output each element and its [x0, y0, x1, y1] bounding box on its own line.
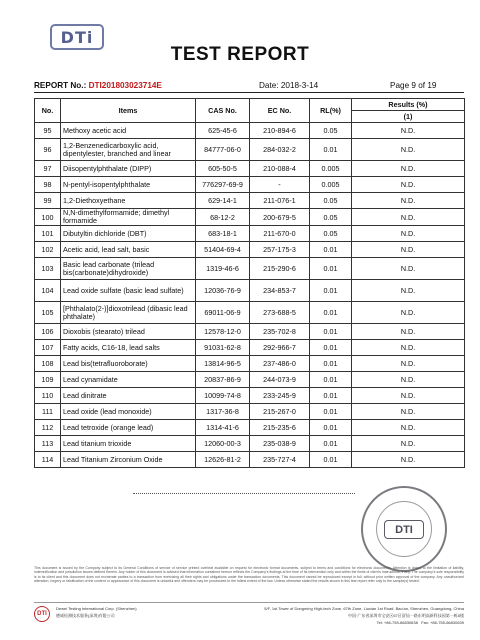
row-cas-number: 776297-69-9 [196, 177, 250, 193]
row-item-name: Basic lead carbonate (trilead bis(carbonate)dihydroxide) [61, 258, 196, 280]
row-ec-number: - [250, 177, 310, 193]
row-number: 101 [35, 226, 61, 242]
column-header-no: No. [35, 99, 61, 123]
column-header-rl: RL(%) [310, 99, 352, 123]
row-number: 110 [35, 388, 61, 404]
table-row [35, 280, 465, 302]
row-item-name: Fatty acids, C16-18, lead salts [61, 340, 196, 356]
row-reporting-limit: 0.01 [310, 340, 352, 356]
row-result: N.D. [352, 404, 465, 420]
row-item-name: Lead oxide sulfate (basic lead sulfate) [61, 280, 196, 302]
row-ec-number: 235-702-8 [250, 324, 310, 340]
row-reporting-limit: 0.05 [310, 226, 352, 242]
row-ec-number: 211-670-0 [250, 226, 310, 242]
row-result: N.D. [352, 209, 465, 226]
row-cas-number: 683-18-1 [196, 226, 250, 242]
row-cas-number: 1319-46-6 [196, 258, 250, 280]
footer-divider [34, 602, 464, 603]
row-ec-number: 215-267-0 [250, 404, 310, 420]
table-row [35, 242, 465, 258]
row-cas-number: 605-50-5 [196, 161, 250, 177]
row-result: N.D. [352, 420, 465, 436]
row-reporting-limit: 0.01 [310, 356, 352, 372]
row-number: 104 [35, 280, 61, 302]
row-item-name: Diisopentylphthalate (DIPP) [61, 161, 196, 177]
row-reporting-limit: 0.01 [310, 436, 352, 452]
row-number: 109 [35, 372, 61, 388]
row-item-name: Lead Titanium Zirconium Oxide [61, 452, 196, 468]
seal-logo: DTI [384, 520, 424, 539]
row-result: N.D. [352, 161, 465, 177]
row-reporting-limit: 0.01 [310, 420, 352, 436]
row-ec-number: 284-032-2 [250, 139, 310, 161]
table-row [35, 302, 465, 324]
row-item-name: Lead cynamidate [61, 372, 196, 388]
row-reporting-limit: 0.01 [310, 242, 352, 258]
row-number: 103 [35, 258, 61, 280]
row-item-name: Lead tetroxide (orange lead) [61, 420, 196, 436]
disclaimer-text: This document is issued by the Company subject to its General Conditions of service of service printed overleaf available on request for electronic format documents, subject to terms and conditions for electronic documents. Attention is drawn to the limitation of liability, indemnification and jurisdiction issues defined therein. Any holder of this document is advised that information contained hereon reflects the Company's findings at the time of its intervention only and within the limits of client's instructions, if any. The company's sole responsibility is to its client and this document does not exonerate parties to a transaction from exercising all their rights and obligations under the transaction documents. This document cannot be reproduced except in full, without prior written approval of the company. Any unauthorized alteration, forgery or falsification of the content or appearance of this document is unlawful and offenders may be prosecuted to the fullest extent of the law. Unless otherwise stated the results shown in this test report refer only to the sample(s) tested. [34, 566, 464, 583]
footer-company [56, 605, 137, 619]
row-number: 114 [35, 452, 61, 468]
row-result: N.D. [352, 258, 465, 280]
row-item-name: Lead dinitrate [61, 388, 196, 404]
row-cas-number: 12578-12-0 [196, 324, 250, 340]
row-item-name: Methoxy acetic acid [61, 123, 196, 139]
row-item-name: [Phthalato(2-)]dioxotrilead (dibasic lead phthalate) [61, 302, 196, 324]
row-result: N.D. [352, 372, 465, 388]
row-cas-number: 68-12-2 [196, 209, 250, 226]
report-number-value: DTI201803023714E [88, 81, 162, 90]
row-cas-number: 84777-06-0 [196, 139, 250, 161]
signature-divider [133, 493, 355, 494]
row-ec-number: 235-727-4 [250, 452, 310, 468]
row-ec-number: 233-245-9 [250, 388, 310, 404]
row-reporting-limit: 0.01 [310, 258, 352, 280]
row-result: N.D. [352, 242, 465, 258]
row-cas-number: 51404-69-4 [196, 242, 250, 258]
row-item-name: 1,2-Diethoxyethane [61, 193, 196, 209]
report-number [34, 81, 162, 90]
row-number: 113 [35, 436, 61, 452]
footer-contact [248, 605, 464, 626]
row-number: 107 [35, 340, 61, 356]
row-cas-number: 69011-06-9 [196, 302, 250, 324]
footer-phone: Tel: +86-755-66830638 [376, 620, 418, 625]
row-reporting-limit: 0.05 [310, 193, 352, 209]
row-reporting-limit: 0.05 [310, 209, 352, 226]
row-reporting-limit: 0.01 [310, 280, 352, 302]
report-number-label: REPORT No.: [34, 81, 89, 90]
row-number: 108 [35, 356, 61, 372]
row-cas-number: 10099-74-8 [196, 388, 250, 404]
row-item-name: Dioxobis (stearato) trilead [61, 324, 196, 340]
row-reporting-limit: 0.01 [310, 302, 352, 324]
report-title: TEST REPORT [170, 44, 310, 65]
row-ec-number: 234-853-7 [250, 280, 310, 302]
row-cas-number: 1317-36-8 [196, 404, 250, 420]
row-reporting-limit: 0.01 [310, 372, 352, 388]
row-result: N.D. [352, 356, 465, 372]
table-row [35, 324, 465, 340]
row-item-name: Dibutyltin dichloride (DBT) [61, 226, 196, 242]
row-number: 100 [35, 209, 61, 226]
table-row [35, 420, 465, 436]
table-row [35, 161, 465, 177]
table-row [35, 388, 465, 404]
row-reporting-limit: 0.05 [310, 123, 352, 139]
row-number: 98 [35, 177, 61, 193]
row-cas-number: 13814-96-5 [196, 356, 250, 372]
row-reporting-limit: 0.005 [310, 161, 352, 177]
row-cas-number: 1314-41-6 [196, 420, 250, 436]
table-row [35, 372, 465, 388]
row-ec-number: 200-679-5 [250, 209, 310, 226]
row-item-name: Acetic acid, lead salt, basic [61, 242, 196, 258]
row-reporting-limit: 0.01 [310, 452, 352, 468]
column-header-results-sub: (1) [352, 111, 465, 123]
row-result: N.D. [352, 177, 465, 193]
row-result: N.D. [352, 388, 465, 404]
footer-logo: DTI [34, 606, 50, 622]
row-result: N.D. [352, 436, 465, 452]
footer-fax: Fax: +86-755-66830639 [421, 620, 464, 625]
row-result: N.D. [352, 340, 465, 356]
row-reporting-limit: 0.01 [310, 404, 352, 420]
row-ec-number: 211-076-1 [250, 193, 310, 209]
table-row [35, 258, 465, 280]
page-indicator: Page 9 of 19 [390, 81, 437, 90]
row-number: 102 [35, 242, 61, 258]
table-row [35, 177, 465, 193]
footer-company-en: Dewei Testing International Corp. (Shenzhen) [56, 606, 137, 611]
row-reporting-limit: 0.01 [310, 139, 352, 161]
row-item-name: N-pentyl-isopentylphthalate [61, 177, 196, 193]
row-item-name: Lead titanium trioxide [61, 436, 196, 452]
row-ec-number: 210-088-4 [250, 161, 310, 177]
row-cas-number: 12036-76-9 [196, 280, 250, 302]
table-row [35, 139, 465, 161]
row-item-name: N,N-dimethylformamide; dimethyl formamide [61, 209, 196, 226]
table-row [35, 452, 465, 468]
table-row [35, 340, 465, 356]
row-result: N.D. [352, 123, 465, 139]
table-row [35, 209, 465, 226]
row-number: 106 [35, 324, 61, 340]
row-cas-number: 20837-86-9 [196, 372, 250, 388]
row-cas-number: 91031-62-8 [196, 340, 250, 356]
row-item-name: 1,2-Benzenedicarboxylic acid, dipentylester, branched and linear [61, 139, 196, 161]
table-row [35, 193, 465, 209]
table-row [35, 356, 465, 372]
row-number: 97 [35, 161, 61, 177]
column-header-items: Items [61, 99, 196, 123]
footer-address-cn: 中国·广东省深圳市宝安区67区留仙一路东明高新科技园第一栋5楼 [347, 613, 464, 618]
footer-company-cn: 德威检测技术服务(深圳)有限公司 [56, 613, 115, 618]
header-divider [34, 92, 464, 93]
row-result: N.D. [352, 452, 465, 468]
company-seal [361, 486, 447, 572]
row-number: 112 [35, 420, 61, 436]
row-ec-number: 215-235-6 [250, 420, 310, 436]
column-header-ec: EC No. [250, 99, 310, 123]
row-result: N.D. [352, 139, 465, 161]
row-ec-number: 257-175-3 [250, 242, 310, 258]
report-date: Date: 2018-3-14 [259, 81, 319, 90]
column-header-cas: CAS No. [196, 99, 250, 123]
footer-phone-fax [248, 619, 464, 626]
table-row [35, 123, 465, 139]
table-row [35, 436, 465, 452]
row-ec-number: 292-966-7 [250, 340, 310, 356]
row-number: 96 [35, 139, 61, 161]
row-reporting-limit: 0.005 [310, 177, 352, 193]
row-result: N.D. [352, 226, 465, 242]
row-number: 95 [35, 123, 61, 139]
row-item-name: Lead bis(tetrafluoroborate) [61, 356, 196, 372]
row-result: N.D. [352, 280, 465, 302]
dti-logo: DTi [50, 24, 104, 50]
row-cas-number: 629-14-1 [196, 193, 250, 209]
row-reporting-limit: 0.01 [310, 388, 352, 404]
row-result: N.D. [352, 324, 465, 340]
row-result: N.D. [352, 302, 465, 324]
row-ec-number: 210-894-6 [250, 123, 310, 139]
row-reporting-limit: 0.01 [310, 324, 352, 340]
footer-address: 5/F, 1st Tower of Dongming High-tech Zone, 67th Zone, Liuxian 1st Road, Bao'an, Shenzhen, Guangdong, China [264, 606, 464, 611]
row-cas-number: 625-45-6 [196, 123, 250, 139]
row-cas-number: 12626-81-2 [196, 452, 250, 468]
row-result: N.D. [352, 193, 465, 209]
row-ec-number: 235-038-9 [250, 436, 310, 452]
row-ec-number: 215-290-6 [250, 258, 310, 280]
row-number: 99 [35, 193, 61, 209]
row-item-name: Lead oxide (lead monoxide) [61, 404, 196, 420]
column-header-results: Results (%) [352, 99, 465, 111]
row-ec-number: 237-486-0 [250, 356, 310, 372]
row-number: 111 [35, 404, 61, 420]
row-number: 105 [35, 302, 61, 324]
results-table [34, 98, 465, 468]
row-ec-number: 273-688-5 [250, 302, 310, 324]
table-row [35, 226, 465, 242]
row-cas-number: 12060-00-3 [196, 436, 250, 452]
row-ec-number: 244-073-9 [250, 372, 310, 388]
table-row [35, 404, 465, 420]
